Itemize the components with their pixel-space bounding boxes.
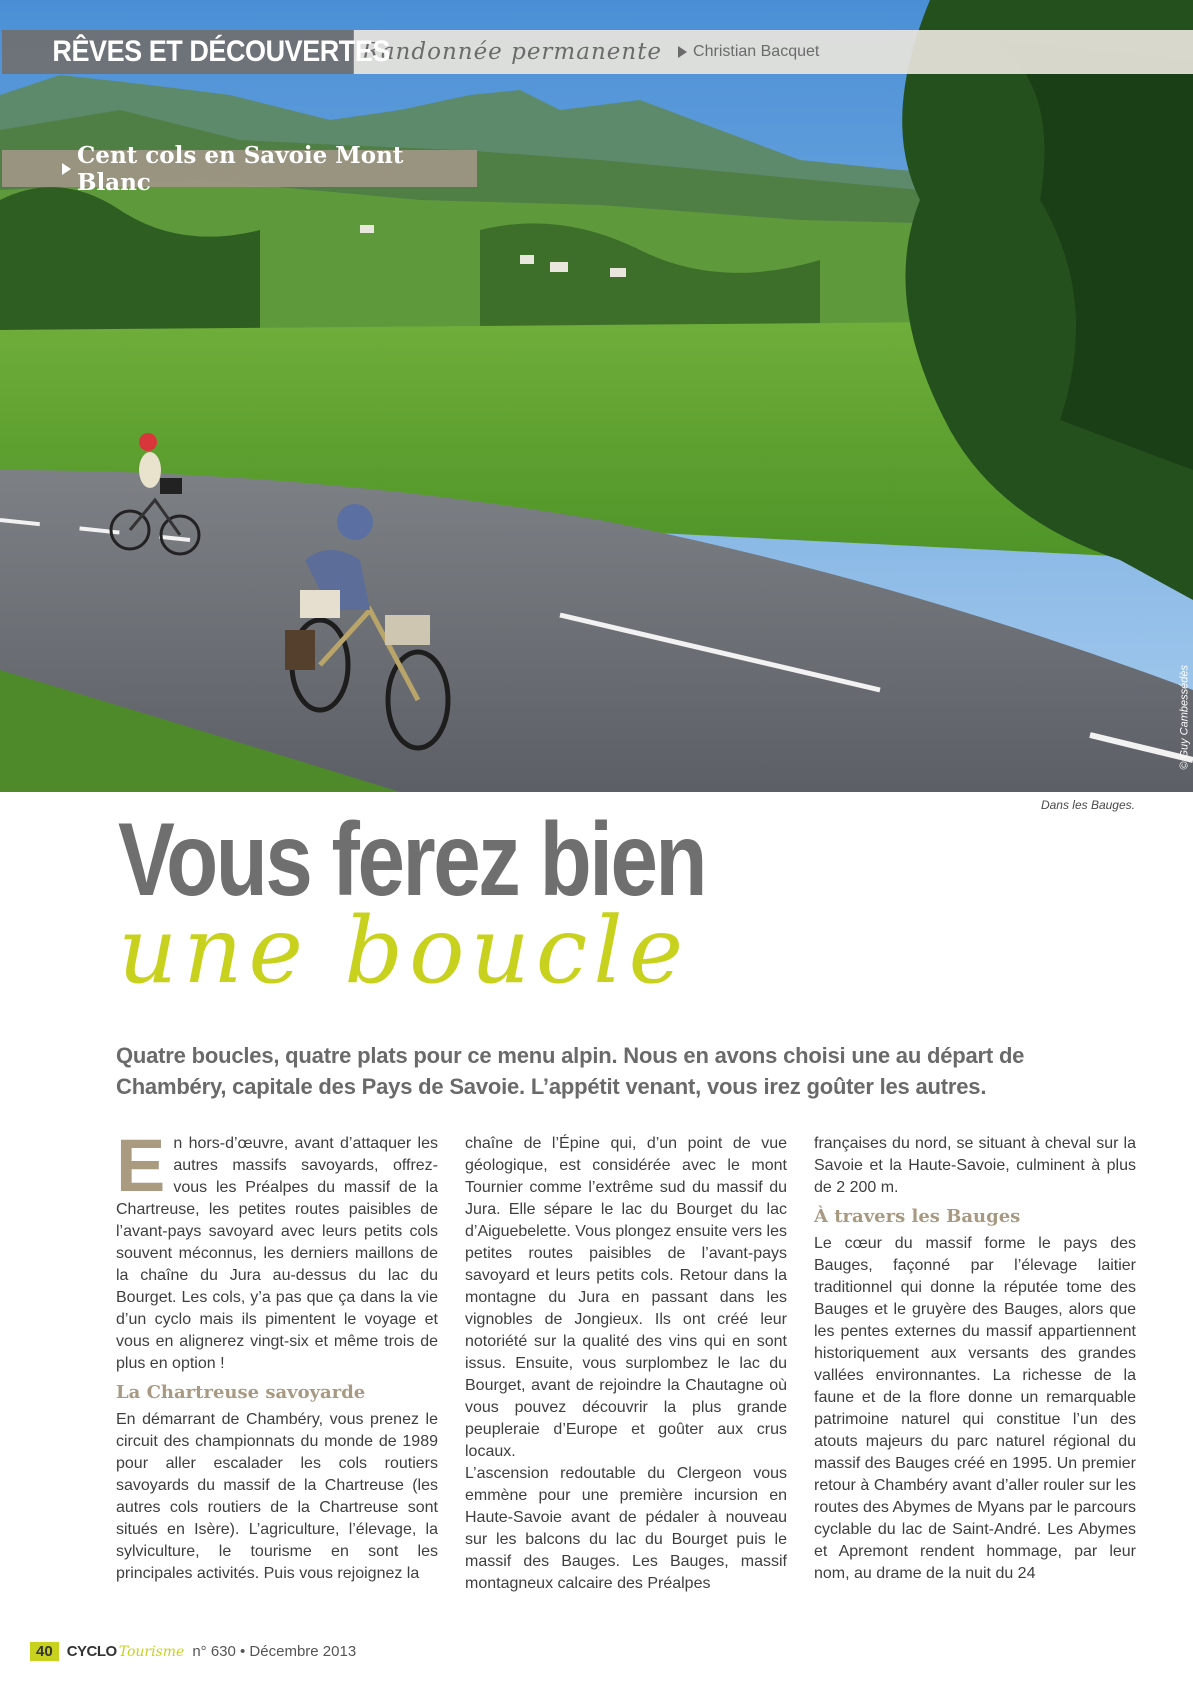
hero-photo <box>0 0 1193 792</box>
paragraph <box>116 1133 438 1375</box>
article-title-script: une boucle <box>118 897 690 1004</box>
author-name: Christian Bacquet <box>693 43 820 60</box>
paragraph: chaîne de l’Épine qui, d’un point de vue géologique, est considérée avec le mont Tournier comme l’extrême sud du massif du Jura. Elle sépare le lac du Bourget du lac d’Aiguebelette. Vous plongez ensuite vers les petites routes paisibles de l’avant-pays savoyard et leurs petits cols. Retour dans la montagne du Jura en passant dans les vignobles de Jongieux. Ils ont créé leur notoriété sur la qualité des vins qui en sont issus. Ensuite, vous surplombez le lac du Bourget, avant de rejoindre la Chautagne où vous pouvez découvrir la plus grande peupleraie d’Europe et goûter aux crus locaux. <box>465 1135 787 1460</box>
paragraph: L’ascension redoutable du Clergeon vous emmène pour une première incursion en Haute-Savoie avant de pédaler à nouveau sur les balcons du lac du Bourget puis le massif des Bauges. Les Bauges, massif montagneux calcaire des Préalpes <box>465 1465 787 1592</box>
triangle-right-icon <box>62 163 71 175</box>
subheading-bauges: À travers les Bauges <box>814 1206 1021 1227</box>
paragraph-text: n hors-d’œuvre, avant d’attaquer les autres massifs savoyards, offrez-vous les Préalpes du massif de la Chartreuse, les petites routes paisibles de l’avant-pays savoyard avec leurs petits cols souvent méconnus, les derniers maillons de la chaîne du Jura au-dessus du lac du Bourget. Les cols, y’a pas que ça dans la vie d’un cyclo mais ils pimentent le voyage et vous en alignerez vingt-six et même trois de plus en option ! <box>116 1135 438 1372</box>
paragraph: En démarrant de Chambéry, vous prenez le circuit des championnats du monde de 1989 pour aller escalader les cols routiers savoyards du massif de la Chartreuse (les autres cols routiers de la Chartreuse sont situés en Isère). L’agriculture, l’élevage, la sylviculture, le tourisme en sont les principales activités. Puis vous rejoignez la <box>116 1411 438 1582</box>
issue-info: n° 630 • Décembre 2013 <box>192 1643 357 1660</box>
photo-credit: © Guy Cambessédès <box>1179 665 1191 770</box>
drop-cap: E <box>116 1133 166 1207</box>
rubric-subtitle: Randonnée permanente <box>362 39 663 65</box>
page-number: 40 <box>30 1642 59 1661</box>
magazine-brand: CYCLO <box>66 1643 117 1660</box>
rubric-bar <box>2 30 1193 74</box>
section-title: Cent cols en Savoie Mont Blanc <box>77 141 404 196</box>
article-lead: Quatre boucles, quatre plats pour ce menu alpin. Nous en avons choisi une au départ de Chambéry, capitale des Pays de Savoie. L’appétit venant, vous irez goûter les autres. <box>116 1043 1025 1099</box>
article-column-1 <box>116 1133 438 1593</box>
article-column-2 <box>465 1133 787 1593</box>
landscape-illustration <box>0 0 1193 792</box>
section-tag <box>2 141 477 196</box>
paragraph: Le cœur du massif forme le pays des Bauges, façonné par l’élevage laitier traditionnel qui donne la réputée tome des Bauges et le gruyère des Bauges, alors que les pentes externes du massif appartiennent historiquement aux versants des grandes vallées environnantes. La richesse de la faune et de la flore donne un remarquable patrimoine naturel qui constitue l’un des atouts majeurs du parc naturel régional du massif des Bauges créé en 1995. Un premier retour à Chambéry avant d’aller rouler sur les routes des Abymes de Myans par le parcours cyclable du lac de Saint-André. Les Abymes et Apremont rendent hommage, par leur nom, au drame de la nuit du 24 <box>814 1235 1136 1582</box>
author-line <box>678 43 819 61</box>
subheading-chartreuse: La Chartreuse savoyarde <box>116 1382 366 1403</box>
paragraph: françaises du nord, se situant à cheval sur la Savoie et la Haute-Savoie, culminent à plus de 2 200 m. <box>814 1135 1136 1196</box>
photo-caption: Dans les Bauges. <box>1040 798 1135 812</box>
page-footer <box>30 1642 356 1661</box>
article-column-3 <box>814 1133 1136 1593</box>
article-title: Vous ferez bien <box>118 802 706 918</box>
triangle-right-icon <box>678 46 687 58</box>
magazine-brand-script: Tourisme <box>118 1643 185 1660</box>
rubric-subbar <box>354 30 1193 74</box>
rubric-title: RÊVES ET DÉCOUVERTES <box>2 30 353 74</box>
